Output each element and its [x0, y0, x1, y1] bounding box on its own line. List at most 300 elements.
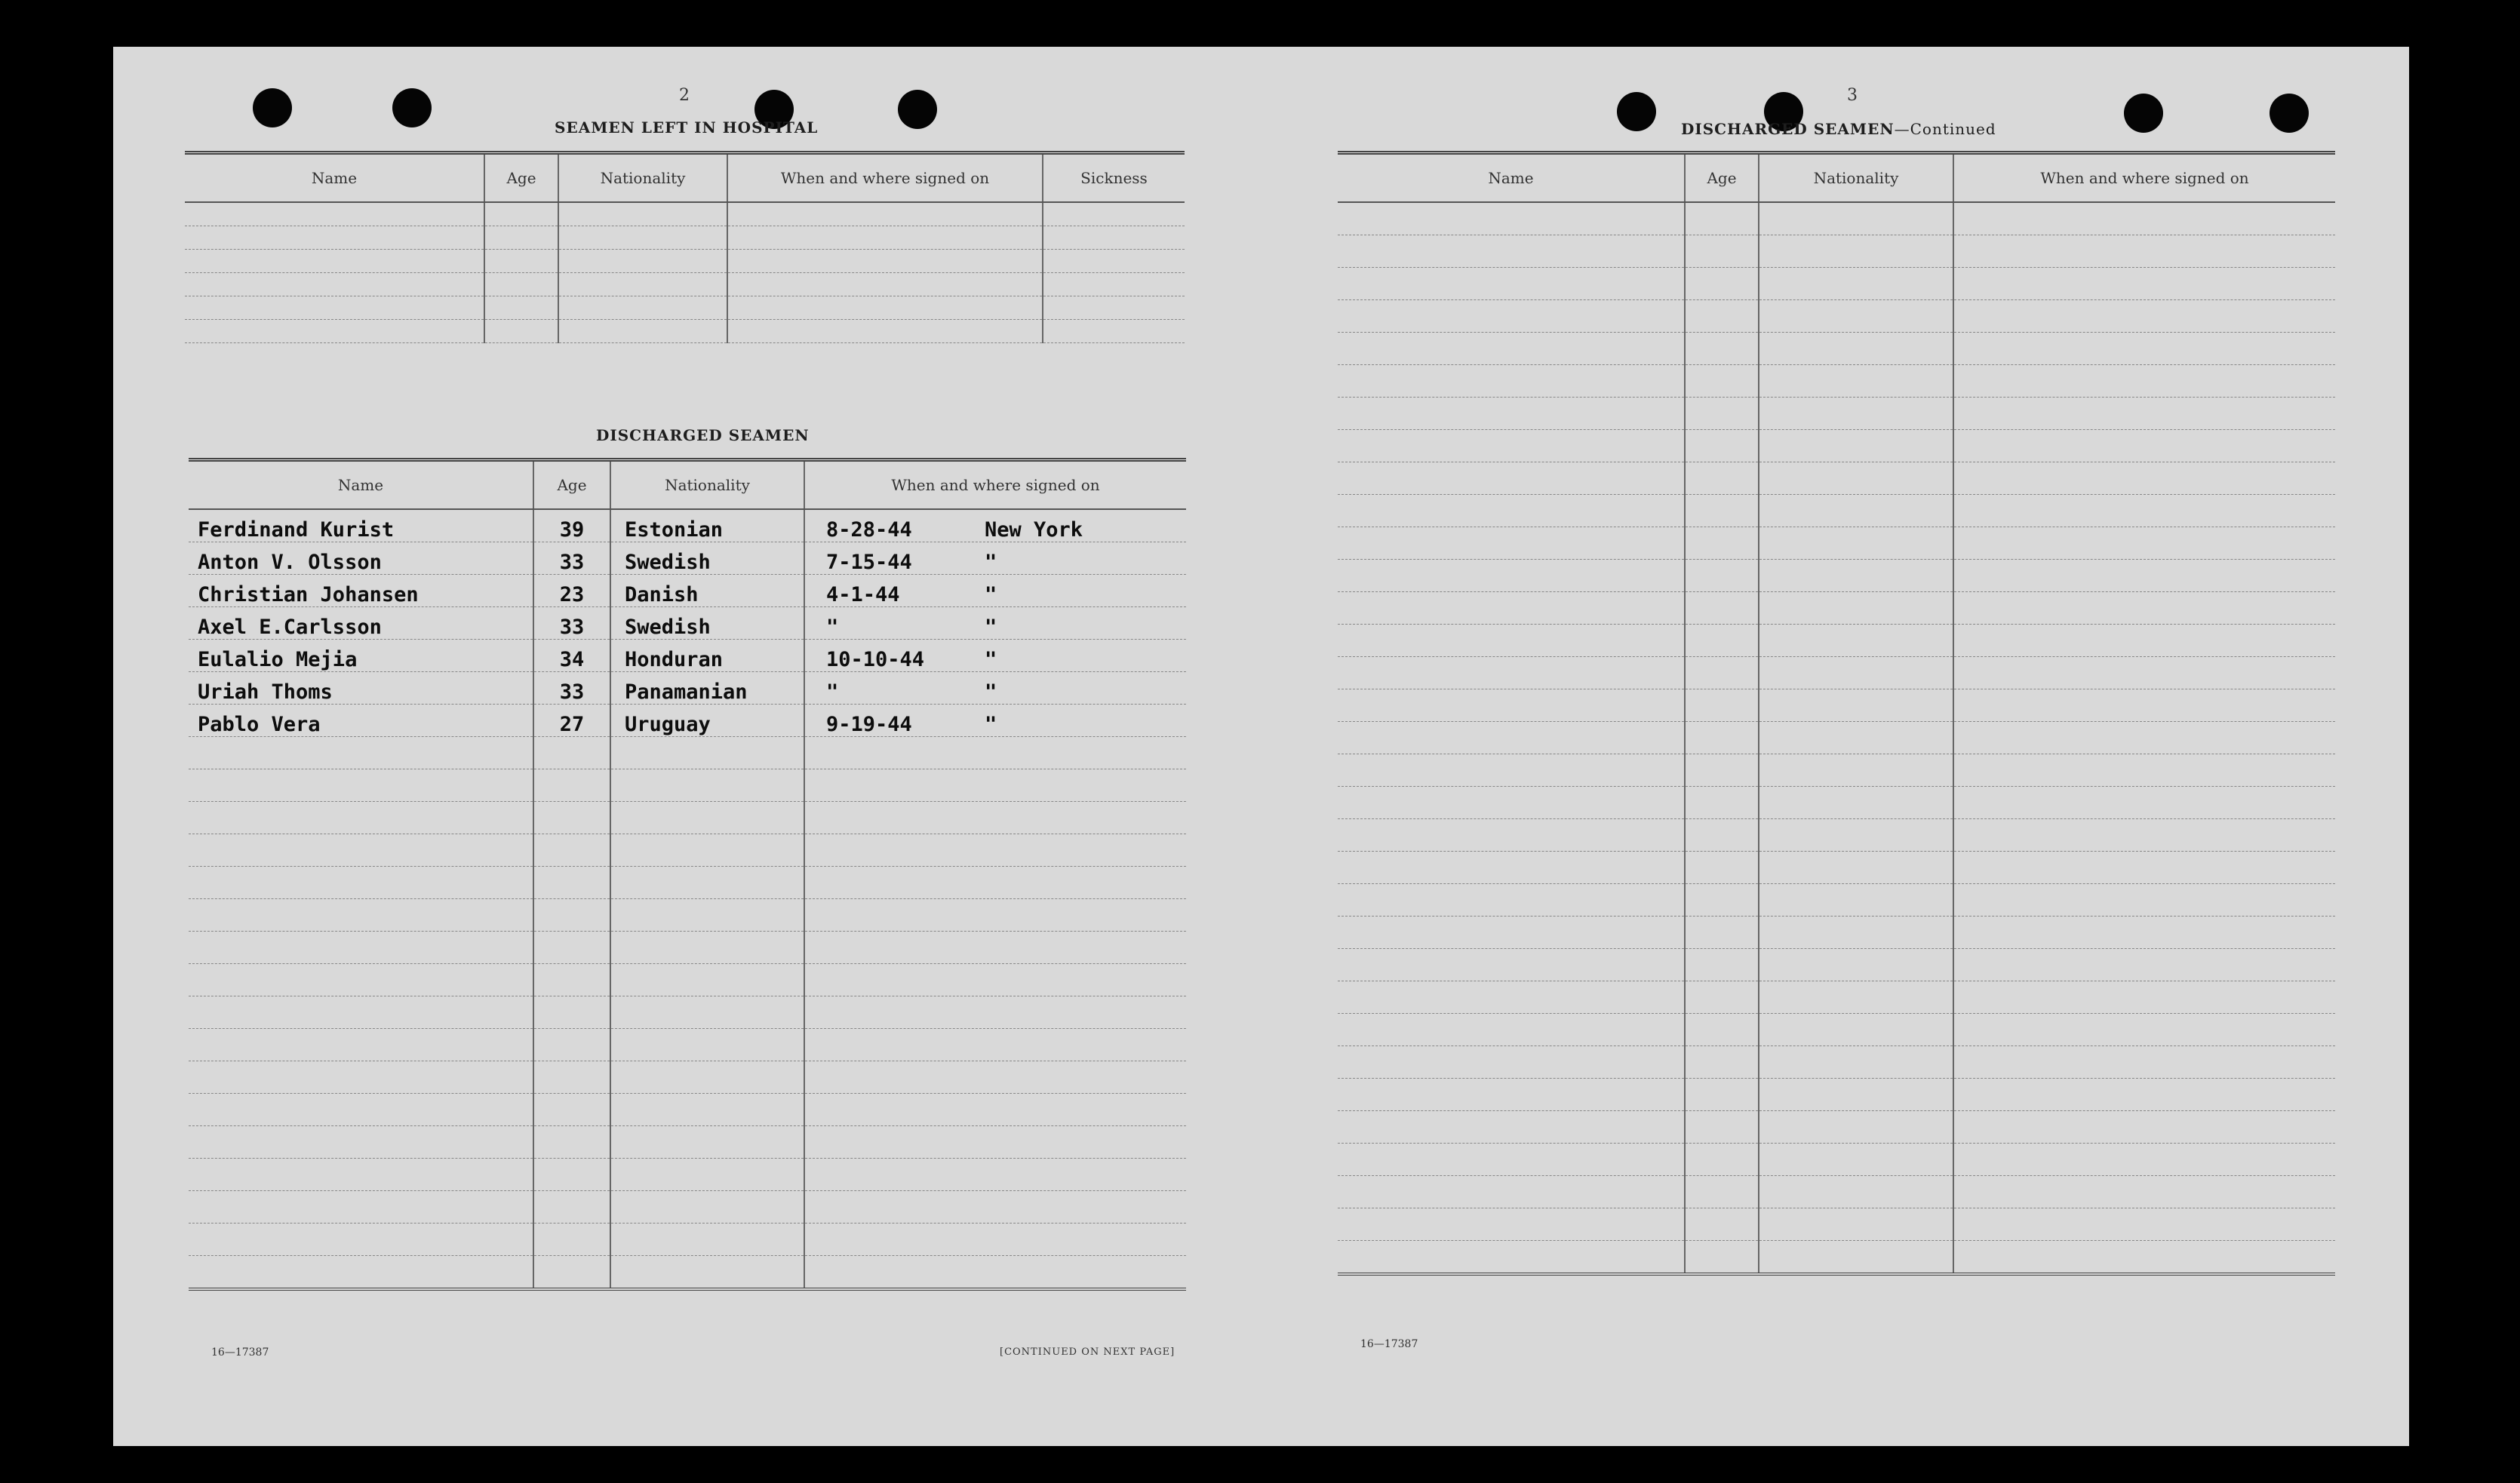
punch-hole [2124, 94, 2163, 133]
table-row [1338, 1176, 2335, 1208]
blank-cell [533, 1224, 610, 1256]
blank-cell [484, 320, 558, 343]
blank-cell [1759, 1046, 1953, 1079]
table-row [185, 202, 1185, 226]
blank-cell [1338, 365, 1685, 398]
table-row [189, 899, 1186, 932]
column-header: Age [1685, 153, 1759, 203]
blank-cell [804, 964, 1186, 996]
blank-cell [484, 226, 558, 250]
discharged-continued-table [1338, 151, 2335, 1276]
seaman-age: 27 [533, 705, 610, 737]
blank-cell [804, 769, 1186, 802]
table-row [189, 509, 1186, 542]
table-row [1338, 1144, 2335, 1176]
blank-cell [1759, 1208, 1953, 1241]
blank-cell [558, 250, 727, 273]
blank-cell [1338, 235, 1685, 268]
blank-cell [533, 1094, 610, 1126]
blank-cell [484, 273, 558, 296]
blank-cell [533, 737, 610, 769]
table-row [1338, 981, 2335, 1014]
blank-cell [1759, 754, 1953, 787]
blank-cell [1759, 917, 1953, 949]
blank-cell [727, 273, 1043, 296]
blank-cell [533, 899, 610, 932]
blank-cell [189, 996, 533, 1029]
blank-cell [1953, 268, 2335, 300]
blank-cell [1338, 495, 1685, 527]
blank-cell [185, 320, 484, 343]
column-header: Age [533, 460, 610, 510]
blank-cell [484, 296, 558, 320]
blank-cell [610, 1094, 804, 1126]
table-row [189, 834, 1186, 867]
table-row [1338, 1208, 2335, 1241]
blank-cell [1685, 235, 1759, 268]
blank-cell [804, 932, 1186, 964]
blank-cell [1338, 300, 1685, 333]
table-row [189, 1094, 1186, 1126]
seaman-name: Axel E.Carlsson [189, 607, 533, 640]
blank-cell [533, 769, 610, 802]
blank-cell [1759, 527, 1953, 560]
seaman-name: Pablo Vera [189, 705, 533, 737]
blank-cell [1338, 754, 1685, 787]
title-text: DISCHARGED SEAMEN [1681, 120, 1895, 138]
blank-cell [1759, 1014, 1953, 1046]
punch-hole [253, 88, 292, 127]
blank-cell [1953, 787, 2335, 819]
blank-cell [1759, 430, 1953, 462]
blank-cell [1685, 560, 1759, 592]
blank-cell [1338, 202, 1685, 235]
blank-cell [1338, 1079, 1685, 1111]
blank-cell [189, 1094, 533, 1126]
blank-cell [610, 1061, 804, 1094]
blank-cell [1759, 202, 1953, 235]
table-row [1338, 527, 2335, 560]
punch-hole [1617, 92, 1656, 131]
blank-cell [533, 964, 610, 996]
signed-on-cell [804, 705, 1186, 737]
table-row [189, 996, 1186, 1029]
blank-cell [1953, 430, 2335, 462]
blank-cell [1759, 235, 1953, 268]
blank-cell [727, 226, 1043, 250]
table-row [189, 542, 1186, 575]
blank-cell [185, 202, 484, 226]
table-row [1338, 202, 2335, 235]
seaman-name: Eulalio Mejia [189, 640, 533, 672]
blank-cell [1953, 560, 2335, 592]
table-row [185, 273, 1185, 296]
blank-cell [1338, 689, 1685, 722]
blank-cell [1759, 268, 1953, 300]
discharged-continued-header [1338, 153, 2335, 203]
seaman-age: 33 [533, 542, 610, 575]
blank-cell [1685, 625, 1759, 657]
blank-cell [189, 899, 533, 932]
table-row [1338, 560, 2335, 592]
blank-cell [533, 1256, 610, 1290]
seaman-name: Ferdinand Kurist [189, 509, 533, 542]
blank-cell [189, 1224, 533, 1256]
blank-cell [1338, 884, 1685, 917]
table-row [189, 769, 1186, 802]
table-row [189, 1029, 1186, 1061]
table-row [1338, 657, 2335, 689]
blank-cell [533, 996, 610, 1029]
table-row [189, 575, 1186, 607]
blank-cell [1953, 722, 2335, 754]
signed-on-cell [804, 575, 1186, 607]
blank-cell [1043, 226, 1185, 250]
discharged-section-title: DISCHARGED SEAMEN [596, 426, 810, 444]
table-row [189, 1256, 1186, 1290]
blank-cell [1953, 462, 2335, 495]
signed-on-date: " [826, 680, 839, 704]
blank-cell [804, 834, 1186, 867]
signed-on-cell [804, 509, 1186, 542]
blank-cell [1338, 1144, 1685, 1176]
blank-cell [189, 1029, 533, 1061]
seaman-nationality: Danish [610, 575, 804, 607]
blank-cell [1953, 1046, 2335, 1079]
table-row [1338, 625, 2335, 657]
seaman-age: 34 [533, 640, 610, 672]
blank-cell [1338, 1208, 1685, 1241]
signed-on-cell [804, 672, 1186, 705]
table-row [189, 802, 1186, 834]
blank-cell [1953, 495, 2335, 527]
blank-cell [1685, 333, 1759, 365]
blank-cell [1338, 1046, 1685, 1079]
hospital-table [185, 151, 1185, 343]
blank-cell [1685, 689, 1759, 722]
blank-cell [1338, 981, 1685, 1014]
blank-cell [804, 996, 1186, 1029]
blank-cell [1953, 1014, 2335, 1046]
blank-cell [1338, 722, 1685, 754]
table-row [1338, 1079, 2335, 1111]
table-row [1338, 1111, 2335, 1144]
title-suffix: —Continued [1894, 120, 1996, 138]
blank-cell [189, 1159, 533, 1191]
column-header: Name [185, 153, 484, 203]
right-page [1198, 47, 2409, 1446]
blank-cell [1043, 273, 1185, 296]
blank-cell [1685, 1176, 1759, 1208]
blank-cell [1759, 949, 1953, 981]
blank-cell [189, 1191, 533, 1224]
blank-cell [1685, 1111, 1759, 1144]
blank-cell [610, 769, 804, 802]
blank-cell [1953, 981, 2335, 1014]
blank-cell [1759, 722, 1953, 754]
blank-cell [804, 1126, 1186, 1159]
table-row [1338, 787, 2335, 819]
blank-cell [804, 1159, 1186, 1191]
blank-cell [1043, 250, 1185, 273]
table-row [189, 672, 1186, 705]
column-header: When and where signed on [1953, 153, 2335, 203]
seaman-name: Uriah Thoms [189, 672, 533, 705]
blank-cell [1338, 1111, 1685, 1144]
blank-cell [1685, 430, 1759, 462]
blank-cell [1953, 1111, 2335, 1144]
blank-cell [189, 834, 533, 867]
blank-cell [1953, 398, 2335, 430]
blank-cell [1759, 819, 1953, 852]
discharged-continued-title [1681, 120, 1996, 138]
table-row [189, 1126, 1186, 1159]
table-row [1338, 1014, 2335, 1046]
blank-cell [610, 867, 804, 899]
blank-cell [185, 250, 484, 273]
blank-cell [1759, 462, 1953, 495]
blank-cell [610, 1029, 804, 1061]
blank-cell [1338, 819, 1685, 852]
blank-cell [804, 802, 1186, 834]
blank-cell [189, 1256, 533, 1290]
blank-cell [1953, 949, 2335, 981]
punch-hole [392, 88, 432, 127]
signed-on-date: 10-10-44 [826, 648, 925, 671]
blank-cell [1338, 625, 1685, 657]
blank-cell [1953, 884, 2335, 917]
table-row [1338, 1241, 2335, 1275]
blank-cell [1953, 333, 2335, 365]
blank-cell [1685, 657, 1759, 689]
blank-cell [1953, 1176, 2335, 1208]
seaman-nationality: Honduran [610, 640, 804, 672]
blank-cell [1953, 1144, 2335, 1176]
signed-on-date: 7-15-44 [826, 551, 912, 574]
blank-cell [1338, 462, 1685, 495]
blank-cell [1759, 981, 1953, 1014]
blank-cell [189, 769, 533, 802]
column-header: Age [484, 153, 558, 203]
blank-cell [1338, 527, 1685, 560]
blank-cell [1685, 852, 1759, 884]
page-number: 2 [679, 86, 690, 105]
table-row [189, 705, 1186, 737]
seaman-nationality: Uruguay [610, 705, 804, 737]
table-row [1338, 398, 2335, 430]
blank-cell [1043, 320, 1185, 343]
blank-cell [727, 250, 1043, 273]
blank-cell [1953, 592, 2335, 625]
blank-cell [1953, 657, 2335, 689]
table-row [1338, 722, 2335, 754]
blank-cell [1338, 787, 1685, 819]
blank-cell [1685, 917, 1759, 949]
blank-cell [1685, 981, 1759, 1014]
table-row [1338, 592, 2335, 625]
blank-cell [1759, 1144, 1953, 1176]
blank-cell [804, 1029, 1186, 1061]
blank-cell [1953, 527, 2335, 560]
blank-cell [1338, 1241, 1685, 1275]
seaman-age: 33 [533, 672, 610, 705]
table-row [189, 1191, 1186, 1224]
seaman-nationality: Swedish [610, 607, 804, 640]
table-row [185, 250, 1185, 273]
blank-cell [1953, 852, 2335, 884]
blank-cell [1685, 819, 1759, 852]
hospital-table-header [185, 153, 1185, 203]
blank-cell [804, 867, 1186, 899]
blank-cell [533, 1191, 610, 1224]
blank-cell [1759, 1111, 1953, 1144]
table-row [1338, 949, 2335, 981]
blank-cell [189, 1061, 533, 1094]
blank-cell [1685, 592, 1759, 625]
seaman-name: Christian Johansen [189, 575, 533, 607]
blank-cell [1759, 495, 1953, 527]
discharged-table [189, 458, 1186, 1291]
blank-cell [610, 1159, 804, 1191]
table-row [189, 1061, 1186, 1094]
blank-cell [1953, 1241, 2335, 1275]
table-row [189, 1159, 1186, 1191]
seaman-nationality: Panamanian [610, 672, 804, 705]
blank-cell [533, 1126, 610, 1159]
table-row [185, 320, 1185, 343]
blank-cell [1953, 202, 2335, 235]
blank-cell [1759, 787, 1953, 819]
blank-cell [804, 1191, 1186, 1224]
blank-cell [1338, 657, 1685, 689]
blank-cell [804, 1224, 1186, 1256]
table-row [1338, 495, 2335, 527]
blank-cell [1338, 430, 1685, 462]
blank-cell [1953, 365, 2335, 398]
table-row [1338, 884, 2335, 917]
blank-cell [1338, 398, 1685, 430]
blank-cell [1685, 462, 1759, 495]
blank-cell [185, 296, 484, 320]
table-row [189, 1224, 1186, 1256]
blank-cell [189, 932, 533, 964]
blank-cell [727, 320, 1043, 343]
form-code: 16—17387 [211, 1346, 269, 1359]
blank-cell [610, 802, 804, 834]
blank-cell [1953, 689, 2335, 722]
table-row [1338, 754, 2335, 787]
blank-cell [484, 202, 558, 226]
seaman-age: 23 [533, 575, 610, 607]
blank-cell [1338, 1176, 1685, 1208]
blank-cell [189, 802, 533, 834]
punch-hole [898, 90, 937, 129]
blank-cell [1759, 657, 1953, 689]
blank-cell [610, 1126, 804, 1159]
blank-cell [804, 1061, 1186, 1094]
discharged-table-header [189, 460, 1186, 510]
blank-cell [189, 1126, 533, 1159]
blank-cell [1953, 819, 2335, 852]
blank-cell [1953, 625, 2335, 657]
blank-cell [1759, 625, 1953, 657]
table-row [1338, 462, 2335, 495]
blank-cell [558, 320, 727, 343]
blank-cell [727, 296, 1043, 320]
signed-on-place: " [985, 713, 997, 736]
table-row [1338, 917, 2335, 949]
blank-cell [533, 1159, 610, 1191]
blank-cell [533, 1061, 610, 1094]
column-header: Nationality [1759, 153, 1953, 203]
blank-cell [558, 226, 727, 250]
seaman-nationality: Swedish [610, 542, 804, 575]
table-row [189, 737, 1186, 769]
blank-cell [1685, 884, 1759, 917]
table-row [1338, 430, 2335, 462]
table-row [189, 964, 1186, 996]
blank-cell [610, 996, 804, 1029]
blank-cell [804, 737, 1186, 769]
blank-cell [610, 932, 804, 964]
blank-cell [1953, 235, 2335, 268]
blank-cell [1685, 1014, 1759, 1046]
column-header: Name [1338, 153, 1685, 203]
punch-hole [2270, 94, 2309, 133]
blank-cell [1953, 300, 2335, 333]
blank-cell [484, 250, 558, 273]
blank-cell [1953, 1208, 2335, 1241]
blank-cell [185, 273, 484, 296]
blank-cell [1685, 268, 1759, 300]
blank-cell [610, 1256, 804, 1290]
table-row [185, 296, 1185, 320]
blank-cell [189, 737, 533, 769]
seaman-age: 33 [533, 607, 610, 640]
left-page [113, 47, 1209, 1446]
table-row [1338, 300, 2335, 333]
page-number: 3 [1847, 86, 1858, 105]
blank-cell [1685, 787, 1759, 819]
table-row [1338, 333, 2335, 365]
signed-on-place: New York [985, 518, 1083, 542]
blank-cell [533, 802, 610, 834]
blank-cell [1043, 202, 1185, 226]
signed-on-cell [804, 607, 1186, 640]
blank-cell [1338, 560, 1685, 592]
seaman-name: Anton V. Olsson [189, 542, 533, 575]
column-header: When and where signed on [804, 460, 1186, 510]
blank-cell [558, 296, 727, 320]
blank-cell [1685, 754, 1759, 787]
blank-cell [1685, 300, 1759, 333]
blank-cell [1759, 852, 1953, 884]
blank-cell [1338, 592, 1685, 625]
signed-on-place: " [985, 616, 997, 639]
column-header: When and where signed on [727, 153, 1043, 203]
blank-cell [1685, 495, 1759, 527]
blank-cell [1685, 1241, 1759, 1275]
blank-cell [610, 899, 804, 932]
blank-cell [610, 1191, 804, 1224]
blank-cell [1685, 722, 1759, 754]
blank-cell [1759, 365, 1953, 398]
hospital-section-title: SEAMEN LEFT IN HOSPITAL [555, 118, 819, 137]
blank-cell [1685, 365, 1759, 398]
blank-cell [1759, 333, 1953, 365]
blank-cell [1685, 1046, 1759, 1079]
blank-cell [1043, 296, 1185, 320]
